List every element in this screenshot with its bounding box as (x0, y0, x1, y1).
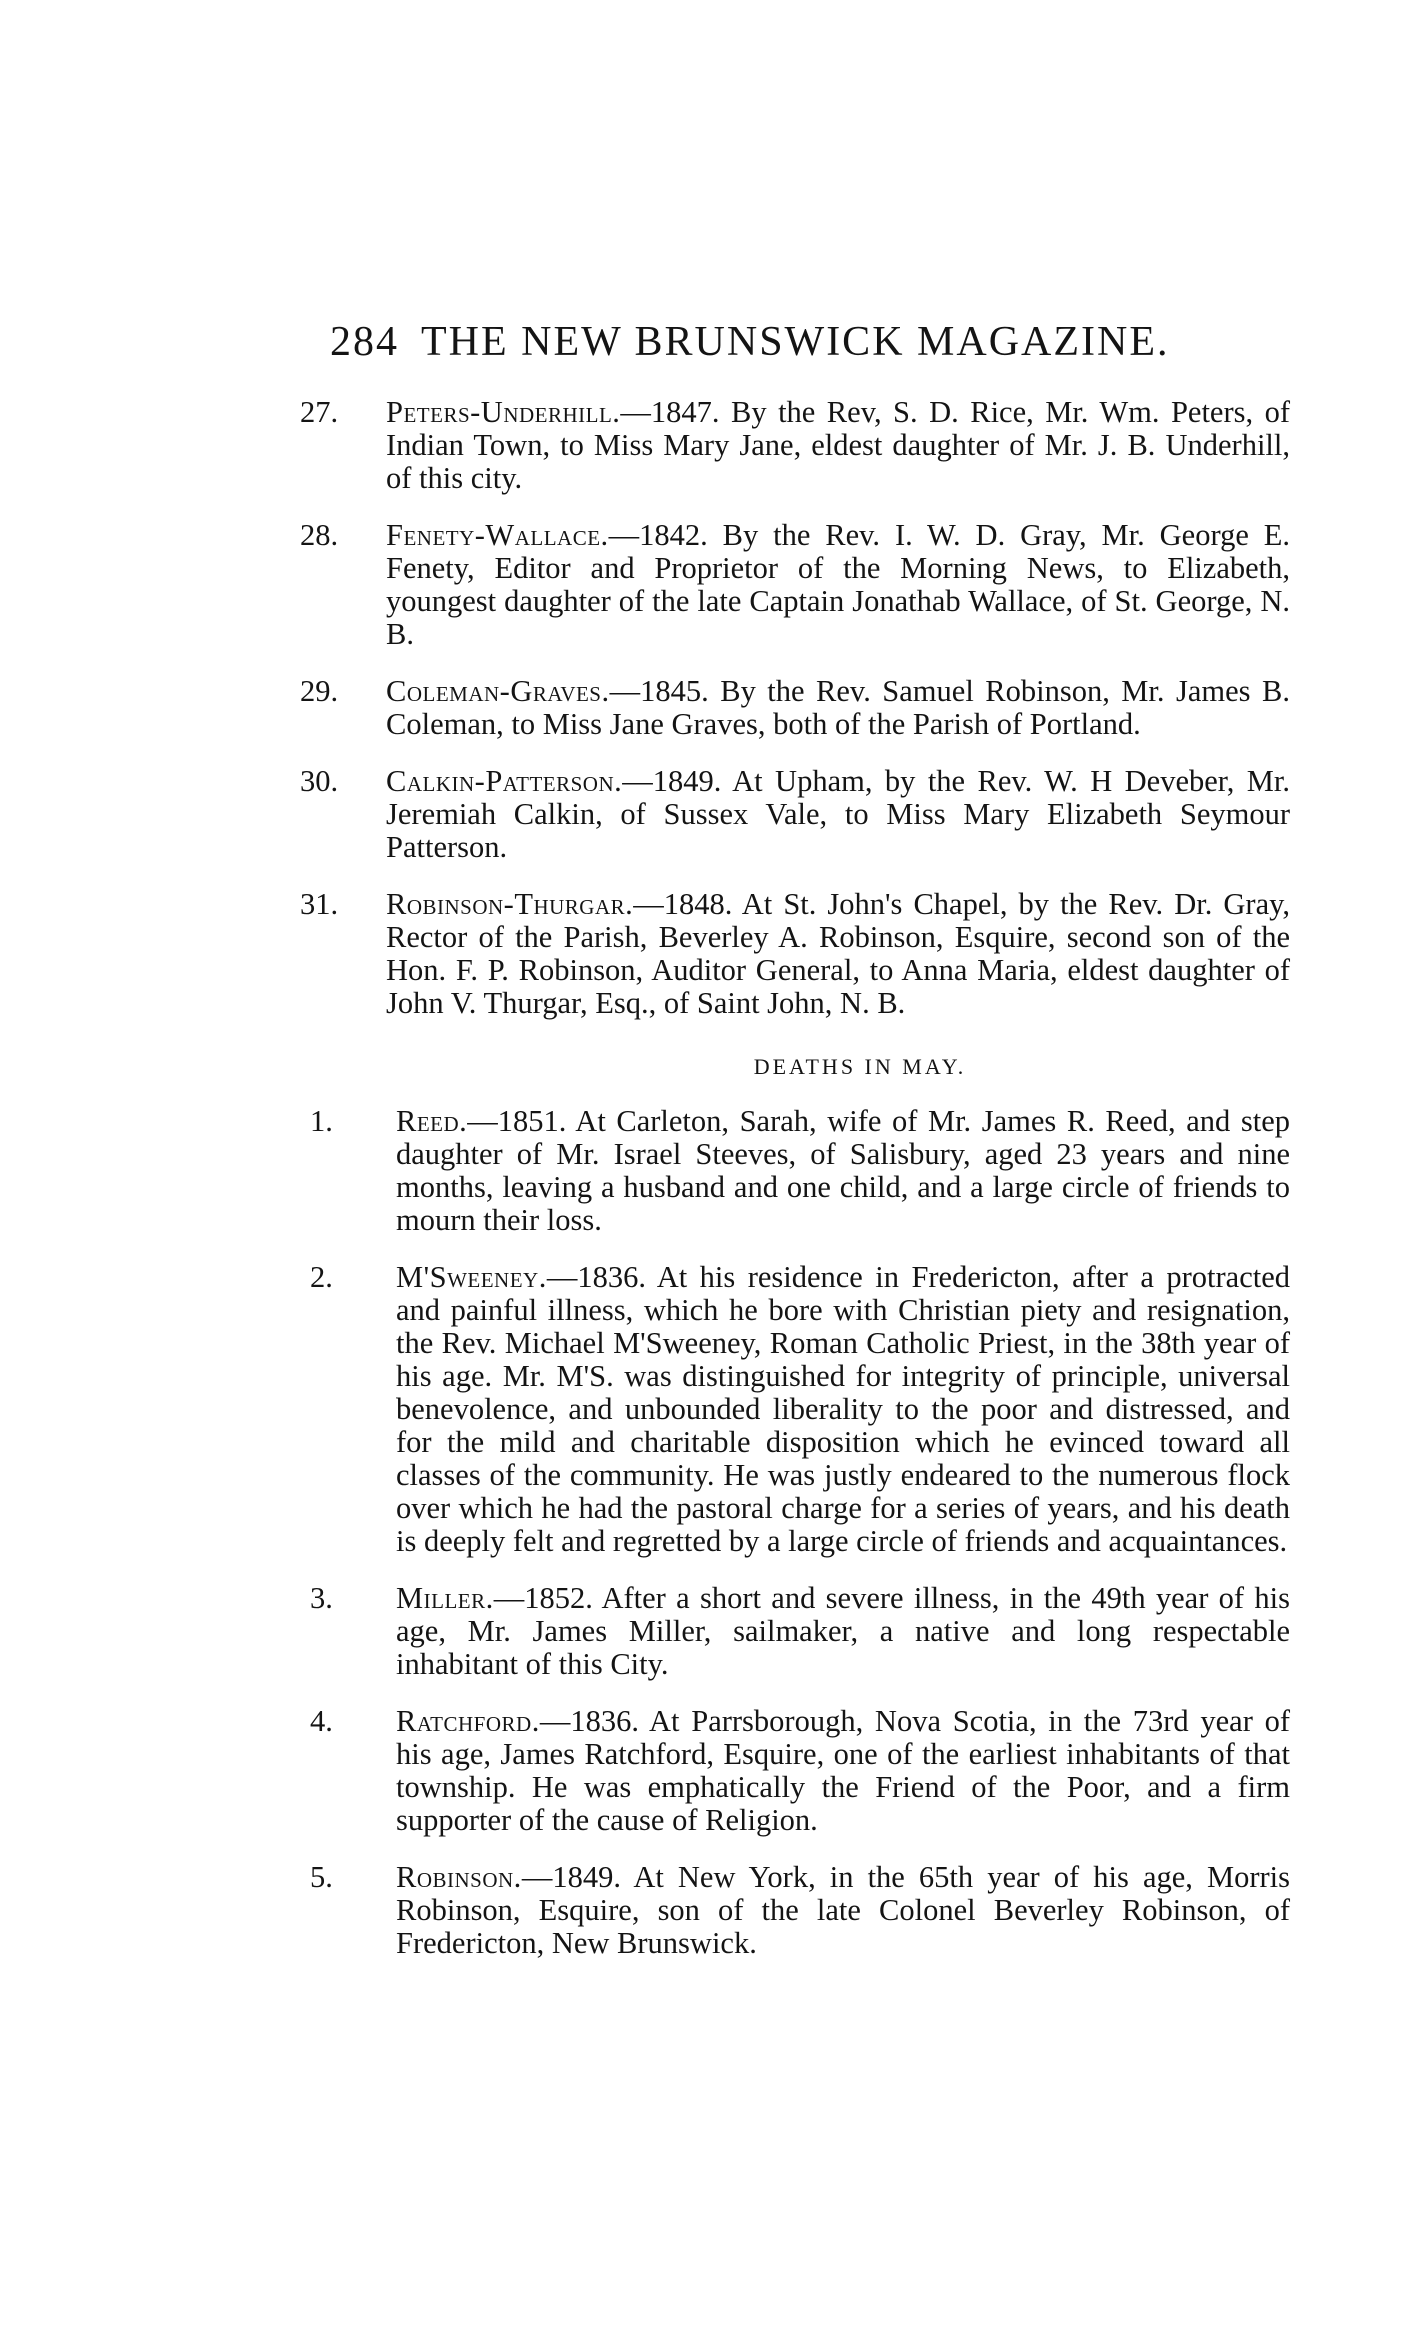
marriage-notices (300, 396, 1290, 1020)
entry-number: 31. (300, 887, 339, 921)
entry-text: —1847. By the Rev, S. D. Rice, Mr. Wm. Peters, of Indian Town, to Miss Mary Jane, eldest daughter of Mr. J. B. Underhill, of this city. (386, 395, 1290, 495)
entry-number: 2. (310, 1260, 333, 1294)
entry-number: 5. (310, 1860, 333, 1894)
page-body (300, 396, 1290, 1984)
entry-names: Coleman-Graves. (386, 674, 610, 708)
entry-names: Miller. (396, 1581, 494, 1615)
entry-text: —1848. At St. John's Chapel, by the Rev. Dr. Gray, Rector of the Parish, Beverley A. Robinson, Esquire, second son of the Hon. F. P. Robinson, Auditor General, to Anna Maria, eldest daughter of John V. Thurgar, Esq., of Saint John, N. B. (386, 887, 1290, 1020)
entry-names: Reed. (396, 1104, 468, 1138)
marriage-entry (300, 675, 1290, 741)
magazine-title: THE NEW BRUNSWICK MAGAZINE. (421, 319, 1170, 365)
page-header (330, 318, 1230, 366)
entry-names: Robinson. (396, 1860, 522, 1894)
death-entry (300, 1105, 1290, 1237)
death-entry (300, 1582, 1290, 1681)
death-entry (300, 1705, 1290, 1837)
death-entry (300, 1261, 1290, 1558)
entry-number: 4. (310, 1704, 333, 1738)
marriage-entry (300, 888, 1290, 1020)
entry-text: —1852. After a short and severe illness, in the 49th year of his age, Mr. James Miller, sailmaker, a native and long respectable inhabitant of this City. (396, 1581, 1290, 1681)
entry-number: 27. (300, 395, 339, 429)
entry-text: —1845. By the Rev. Samuel Robinson, Mr. James B. Coleman, to Miss Jane Graves, both of the Parish of Portland. (386, 674, 1290, 741)
entry-number: 1. (310, 1104, 333, 1138)
entry-text: —1842. By the Rev. I. W. D. Gray, Mr. George E. Fenety, Editor and Proprietor of the Morning News, to Elizabeth, youngest daughter of the late Captain Jonathab Wallace, of St. George, N. B. (386, 518, 1290, 651)
page-number: 284 (330, 319, 399, 365)
marriage-entry (300, 396, 1290, 495)
death-notices (300, 1105, 1290, 1960)
entry-names: Fenety-Wallace. (386, 518, 609, 552)
entry-text: —1836. At his residence in Fredericton, after a protracted and painful illness, which he bore with Christian piety and resignation, the Rev. Michael M'Sweeney, Roman Catholic Priest, in the 38th year of his age. Mr. M'S. was distinguished for integrity of principle, universal benevolence, and unbounded liberality to the poor and distressed, and for the mild and charitable disposition which he evinced toward all classes of the community. He was justly endeared to the numerous flock over which he had the pastoral charge for a series of years, and his death is deeply felt and regretted by a large circle of friends and acquaintances. (396, 1260, 1290, 1558)
entry-names: Robinson-Thurgar. (386, 887, 634, 921)
entry-text: —1836. At Parrsborough, Nova Scotia, in the 73rd year of his age, James Ratchford, Esquire, one of the earliest inhabitants of that township. He was emphatically the Friend of the Poor, and a firm supporter of the cause of Religion. (396, 1704, 1290, 1837)
entry-names: Ratchford. (396, 1704, 540, 1738)
entry-text: —1849. At New York, in the 65th year of his age, Morris Robinson, Esquire, son of the late Colonel Beverley Robinson, of Fredericton, New Brunswick. (396, 1860, 1290, 1960)
entry-number: 29. (300, 674, 339, 708)
deaths-heading: DEATHS IN MAY. (753, 1054, 967, 1079)
entry-number: 28. (300, 518, 339, 552)
entry-names: Calkin-Patterson. (386, 764, 623, 798)
entry-text: —1851. At Carleton, Sarah, wife of Mr. James R. Reed, and step daughter of Mr. Israel Steeves, of Salisbury, aged 23 years and nine months, leaving a husband and one child, and a large circle of friends to mourn their loss. (396, 1104, 1290, 1237)
marriage-entry (300, 519, 1290, 651)
entry-text: —1849. At Upham, by the Rev. W. H Deveber, Mr. Jeremiah Calkin, of Sussex Vale, to Miss Mary Elizabeth Seymour Patterson. (386, 764, 1290, 864)
entry-names: M'Sweeney. (396, 1260, 547, 1294)
entry-names: Peters-Underhill. (386, 395, 621, 429)
entry-number: 30. (300, 764, 339, 798)
death-entry (300, 1861, 1290, 1960)
entry-number: 3. (310, 1581, 333, 1615)
marriage-entry (300, 765, 1290, 864)
